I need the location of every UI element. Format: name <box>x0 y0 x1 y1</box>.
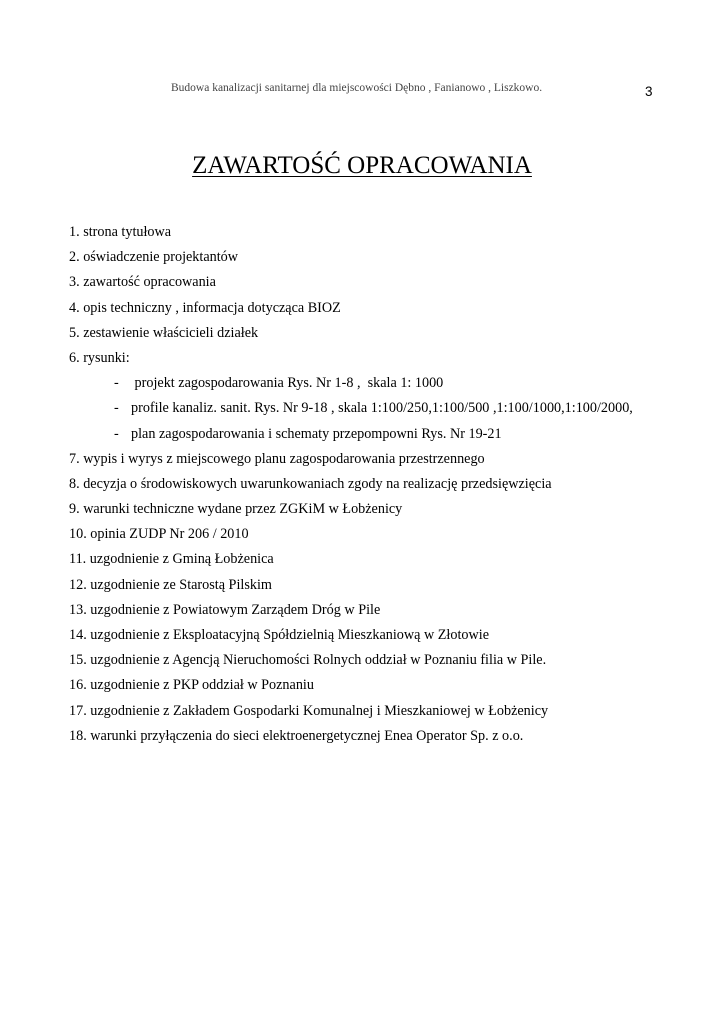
list-item: 14. uzgodnienie z Eksploatacyjną Spółdzielnią Mieszkaniową w Złotowie <box>69 627 489 643</box>
list-item: 8. decyzja o środowiskowych uwarunkowaniach zgody na realizację przedsięwzięcia <box>69 475 552 492</box>
list-item: 6. rysunki: <box>69 349 130 366</box>
list-item: 17. uzgodnienie z Zakładem Gospodarki Komunalnej i Mieszkaniowej w Łobżenicy <box>69 702 549 719</box>
page-header <box>0 82 724 100</box>
list-item: 10. opinia ZUDP Nr 206 / 2010 <box>69 526 249 543</box>
list-item: 16. uzgodnienie z PKP oddział w Poznaniu <box>69 677 314 694</box>
list-item: 15. uzgodnienie z Agencją Nieruchomości Rolnych oddział w Poznaniu filia w Pile. <box>69 652 547 669</box>
contents-list <box>69 222 709 751</box>
list-item: 3. zawartość opracowania <box>69 274 216 291</box>
list-item: 4. opis techniczny , informacja dotycząca BIOZ <box>69 299 341 316</box>
dash-marker: - <box>114 400 119 417</box>
dash-marker: - <box>114 375 119 392</box>
header-title: Budowa kanalizacji sanitarnej dla miejscowości Dębno , Fanianowo , Liszkowo. <box>171 82 543 94</box>
list-item: 18. warunki przyłączenia do sieci elektroenergetycznej Enea Operator Sp. z o.o. <box>69 727 524 744</box>
list-item: 9. warunki techniczne wydane przez ZGKiM w Łobżenicy <box>69 501 403 518</box>
list-item: 1. strona tytułowa <box>69 224 172 240</box>
drawing-subitem-label: plan zagospodarowania i schematy przepompowni Rys. Nr 19-21 <box>131 425 502 442</box>
list-item: 5. zestawienie właścicieli działek <box>69 324 259 341</box>
drawing-subitem <box>69 398 709 423</box>
dash-marker: - <box>114 425 119 442</box>
drawing-subitem <box>69 424 709 449</box>
drawing-subitem <box>69 373 709 398</box>
page-number: 3 <box>645 84 653 99</box>
document-title: ZAWARTOŚĆ OPRACOWANIA <box>192 152 532 179</box>
list-item: 11. uzgodnienie z Gminą Łobżenica <box>69 551 274 568</box>
list-item: 13. uzgodnienie z Powiatowym Zarządem Dróg w Pile <box>69 601 381 618</box>
drawing-subitem-label: projekt zagospodarowania Rys. Nr 1-8 , skala 1: 1000 <box>131 375 444 392</box>
drawing-subitem-label: profile kanaliz. sanit. Rys. Nr 9-18 , skala 1:100/250,1:100/500 ,1:100/1000,1:100/2000, <box>131 400 633 417</box>
list-item: 7. wypis i wyrys z miejscowego planu zagospodarowania przestrzennego <box>69 450 485 467</box>
list-item: 2. oświadczenie projektantów <box>69 249 239 266</box>
list-item: 12. uzgodnienie ze Starostą Pilskim <box>69 576 272 593</box>
